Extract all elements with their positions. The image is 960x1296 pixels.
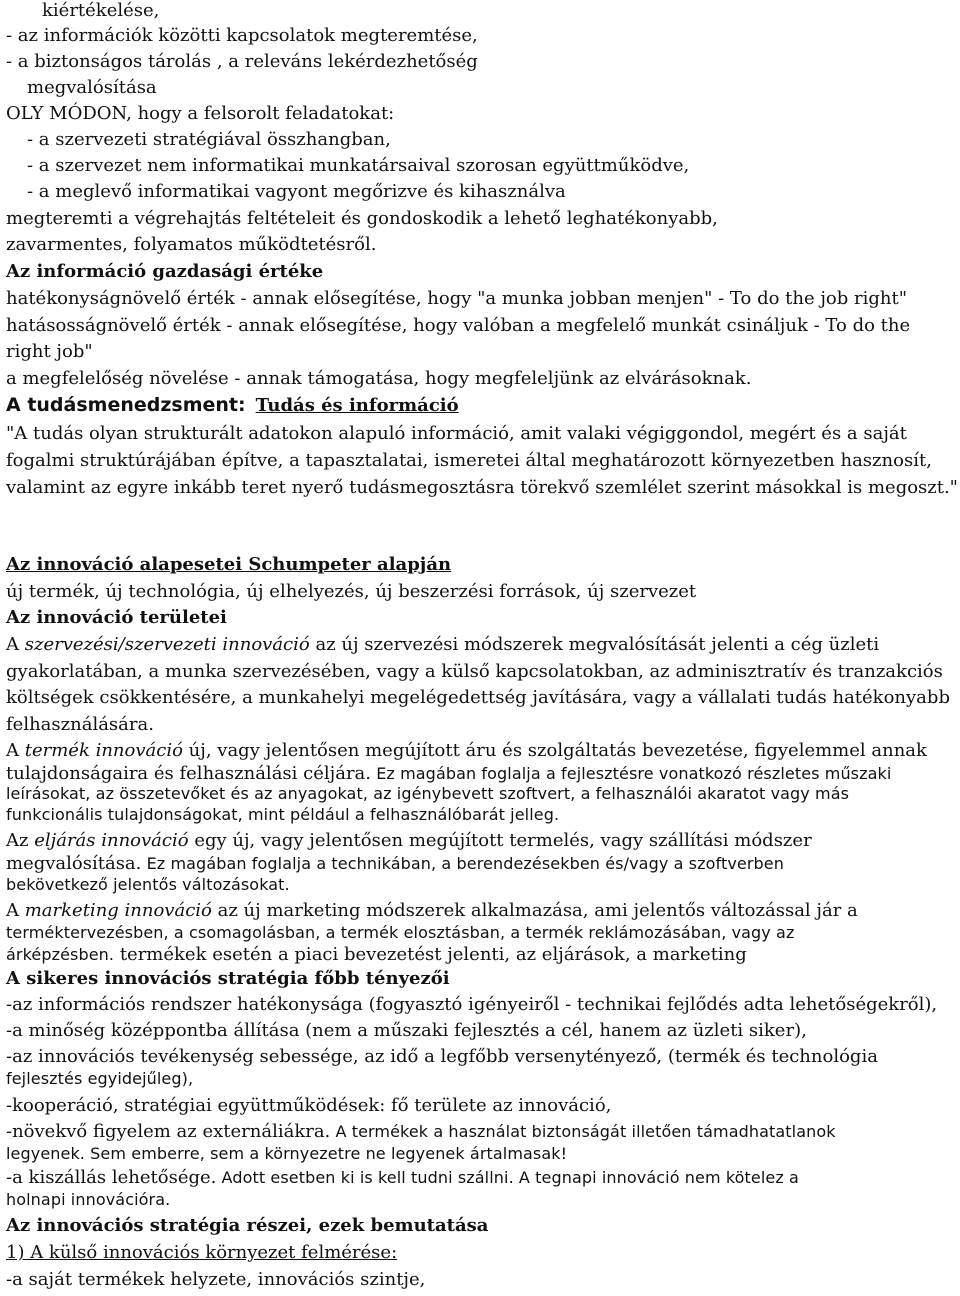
text-run: Ez magában foglalja a technikában, a berendezésekben és/vagy a szoftverben — [141, 854, 784, 873]
text-line: új termék, új technológia, új elhelyezés, új beszerzési források, új szervezet — [6, 581, 697, 602]
text-line: - az információk közötti kapcsolatok megteremtése, — [6, 25, 478, 46]
text-run: marketing innováció — [24, 900, 212, 921]
text-line — [6, 765, 891, 783]
text-line: holnapi innovációra. — [6, 1190, 171, 1209]
text-line: funkcionális tulajdonságokat, mint például a felhasználóbarát jelleg. — [6, 805, 560, 824]
section-heading — [6, 396, 459, 415]
text-line — [6, 902, 858, 920]
text-run: egy új, vagy jelentősen megújított termelés, vagy szállítási módszer — [188, 830, 812, 851]
subsection-heading: 1) A külső innovációs környezet felmérése: — [6, 1242, 398, 1263]
section-heading: Az információ gazdasági értéke — [6, 261, 324, 282]
text-line — [6, 742, 927, 760]
text-run: az új szervezési módszerek megvalósítását jelenti a cég üzleti — [309, 634, 880, 655]
text-line: a megfelelőség növelése - annak támogatása, hogy megfeleljünk az elvárásoknak. — [6, 368, 752, 389]
text-line — [6, 1123, 836, 1141]
text-line: OLY MÓDON, hogy a felsorolt feladatokat: — [6, 103, 395, 124]
text-line: -az innovációs tevékenység sebessége, az idő a legfőbb versenytényező, (termék és technológia — [6, 1046, 878, 1067]
text-line: - a szervezeti stratégiával összhangban, — [27, 129, 391, 150]
text-line: -kooperáció, stratégiai együttműködések: fő területe az innováció, — [6, 1095, 612, 1116]
text-line: kiértékelése, — [42, 0, 160, 21]
text-line: legyenek. Sem emberre, sem a környezetre ne legyenek ártalmasak! — [6, 1144, 568, 1163]
text-run: A — [6, 900, 25, 921]
heading-part: Tudás és információ — [255, 395, 459, 416]
text-run: termék innováció — [24, 740, 183, 761]
text-line: megteremti a végrehajtás feltételeit és gondoskodik a lehető leghatékonyabb, — [6, 208, 718, 229]
text-run: árképzésben. — [6, 945, 115, 964]
text-line — [6, 946, 747, 964]
text-line: "A tudás olyan strukturált adatokon alapuló információ, amit valaki végiggondol, megért és a saját — [6, 423, 907, 444]
text-line: - a meglevő informatikai vagyont megőrizve és kihasználva — [27, 181, 566, 202]
text-run: tulajdonságaira és felhasználási céljára. — [6, 763, 372, 784]
text-line: fogalmi struktúrájában építve, a tapasztalatai, ismeretei által meghatározott környezetben hasznosít, — [6, 450, 932, 471]
text-run: az új marketing módszerek alkalmazása, ami jelentős változással jár a — [211, 900, 858, 921]
section-heading: A sikeres innovációs stratégia főbb tényezői — [6, 968, 450, 989]
text-run: új, vagy jelentősen megújított áru és szolgáltatás bevezetése, figyelemmel annak — [182, 740, 927, 761]
text-line: költségek csökkentésére, a munkahelyi megelégedettség javítására, vagy a vállalati tudás hatékonyabb — [6, 687, 950, 708]
text-run: A — [6, 740, 25, 761]
section-heading: Az innovációs stratégia részei, ezek bemutatása — [6, 1215, 489, 1236]
text-run: szervezési/szervezeti innováció — [24, 634, 310, 655]
text-line: hatásosságnövelő érték - annak elősegítése, hogy valóban a megfelelő munkát csináljuk - To do the — [6, 315, 911, 336]
text-line: - a biztonságos tárolás , a releváns lekérdezhetőség — [6, 51, 478, 72]
text-run: megvalósítása. — [6, 853, 142, 874]
text-run: Ez magában foglalja a fejlesztésre vonatkozó részletes műszaki — [371, 764, 892, 783]
text-line: felhasználására. — [6, 714, 154, 735]
text-run: eljárás innováció — [34, 830, 189, 851]
text-line — [6, 855, 784, 873]
text-run: Adott esetben ki is kell tudni szállni. A tegnapi innováció nem kötelez a — [216, 1168, 799, 1187]
text-line: megvalósítása — [27, 77, 157, 98]
heading-part: A tudásmenedzsment: — [6, 394, 246, 416]
text-line: right job" — [6, 341, 93, 362]
text-line: -a saját termékek helyzete, innovációs szintje, — [6, 1269, 426, 1290]
text-run: -a kiszállás lehetősége. — [6, 1167, 217, 1188]
text-line — [6, 832, 812, 850]
text-line: bekövetkező jelentős változásokat. — [6, 875, 290, 894]
text-line: valamint az egyre inkább teret nyerő tudásmegosztásra törekvő szemlélet szerint másokkal is megoszt." — [6, 477, 958, 498]
text-line: terméktervezésben, a csomagolásban, a termék elosztásban, a termék reklámozásában, vagy az — [6, 923, 795, 942]
text-line: hatékonyságnövelő érték - annak elősegítése, hogy "a munka jobban menjen" - To do the job right" — [6, 288, 908, 309]
text-line: zavarmentes, folyamatos működtetésről. — [6, 234, 377, 255]
text-line — [6, 1169, 799, 1187]
section-heading: Az innováció területei — [6, 607, 227, 628]
text-run: A termékek a használat biztonságát illetően támadhatatlanok — [330, 1122, 836, 1141]
section-heading: Az innováció alapesetei Schumpeter alapján — [6, 554, 452, 575]
text-line: -a minőség középpontba állítása (nem a műszaki fejlesztés a cél, hanem az üzleti siker), — [6, 1020, 807, 1041]
text-line: gyakorlatában, a munka szervezésében, vagy a külső kapcsolatokban, az adminisztratív és tranzakciós — [6, 661, 943, 682]
text-line: leírásokat, az összetevőket és az anyagokat, az igénybevett szoftvert, a felhasználói akaratot vagy más — [6, 784, 850, 803]
text-run: termékek esetén a piaci bevezetést jelenti, az eljárások, a marketing — [114, 944, 747, 965]
text-line: fejlesztés egyidejűleg), — [6, 1069, 194, 1088]
text-run: -növekvő figyelem az externáliákra. — [6, 1121, 331, 1142]
text-line — [6, 636, 879, 654]
text-run: A — [6, 634, 25, 655]
text-line: - a szervezet nem informatikai munkatársaival szorosan együttműködve, — [27, 155, 690, 176]
text-line: -az információs rendszer hatékonysága (fogyasztó igényeiről - technikai fejlődés adta lehetőségekről), — [6, 994, 938, 1015]
text-run: Az — [6, 830, 35, 851]
